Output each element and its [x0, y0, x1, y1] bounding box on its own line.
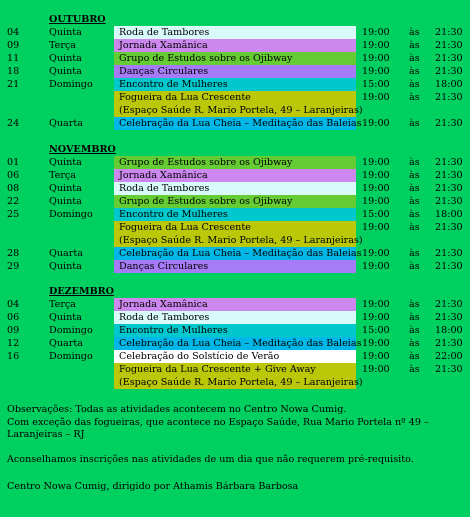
event-start-time: 15:00: [362, 79, 390, 90]
event-activity-cell: [114, 298, 356, 311]
event-day: 09: [7, 325, 20, 336]
event-row: [0, 195, 470, 208]
event-end-time: 21:30: [435, 183, 463, 194]
event-title: Fogueira da Lua Crescente: [119, 222, 251, 233]
time-connector: às: [409, 40, 420, 51]
event-day: 22: [7, 196, 20, 207]
event-end-time: 18:00: [435, 325, 463, 336]
event-start-time: 19:00: [362, 196, 390, 207]
time-connector: às: [409, 312, 420, 323]
event-row: [0, 26, 470, 39]
event-activity-cell: [114, 117, 362, 130]
event-day: 08: [7, 183, 20, 194]
event-start-time: 19:00: [362, 248, 390, 259]
event-day: 28: [7, 248, 20, 259]
event-end-time: 21:30: [435, 157, 463, 168]
event-title: Fogueira da Lua Crescente + Give Away: [119, 364, 316, 375]
event-start-time: 19:00: [362, 66, 390, 77]
event-day: 24: [7, 118, 20, 129]
event-row: [0, 221, 470, 247]
event-start-time: 19:00: [362, 222, 390, 233]
event-weekday: Domingo: [49, 209, 93, 220]
event-weekday: Quarta: [49, 118, 83, 129]
time-connector: às: [409, 53, 420, 64]
event-end-time: 18:00: [435, 79, 463, 90]
time-connector: às: [409, 183, 420, 194]
event-end-time: 21:30: [435, 40, 463, 51]
event-weekday: Domingo: [49, 351, 93, 362]
event-title: Grupo de Estudos sobre os Ojibway: [119, 157, 293, 168]
event-row: [0, 117, 470, 130]
event-title: Grupo de Estudos sobre os Ojibway: [119, 196, 293, 207]
event-end-time: 21:30: [435, 27, 463, 38]
observations-line: Observações: Todas as atividades acontecem no Centro Nowa Cumig.: [7, 404, 347, 415]
event-day: 29: [7, 261, 20, 272]
event-day: 16: [7, 351, 20, 362]
event-start-time: 15:00: [362, 209, 390, 220]
event-activity-cell: [114, 156, 356, 169]
event-start-time: 19:00: [362, 312, 390, 323]
event-title: Celebração da Lua Cheia – Meditação das Baleias: [119, 338, 362, 349]
event-activity-cell: [114, 337, 362, 350]
event-day: 21: [7, 79, 20, 90]
event-title: Jornada Xamânica: [119, 40, 208, 51]
event-activity-cell: [114, 39, 356, 52]
event-end-time: 21:30: [435, 66, 463, 77]
event-title: Encontro de Mulheres: [119, 79, 228, 90]
event-end-time: 21:30: [435, 170, 463, 181]
event-end-time: 21:30: [435, 312, 463, 323]
event-title: Celebração do Solstício de Verão: [119, 351, 280, 362]
time-connector: às: [409, 222, 420, 233]
month-header: OUTUBRO: [49, 14, 106, 25]
event-end-time: 21:30: [435, 53, 463, 64]
event-row: [0, 39, 470, 52]
event-activity-cell: [114, 195, 356, 208]
time-connector: às: [409, 261, 420, 272]
time-connector: às: [409, 118, 420, 129]
time-connector: às: [409, 351, 420, 362]
event-activity-cell: [114, 26, 356, 39]
time-connector: às: [409, 157, 420, 168]
event-start-time: 19:00: [362, 40, 390, 51]
event-activity-cell: [114, 311, 356, 324]
event-title: Encontro de Mulheres: [119, 325, 228, 336]
event-day: 04: [7, 27, 20, 38]
time-connector: às: [409, 248, 420, 259]
event-weekday: Quarta: [49, 248, 83, 259]
event-row: [0, 156, 470, 169]
event-row: [0, 363, 470, 389]
event-activity-cell: [114, 52, 356, 65]
event-end-time: 21:30: [435, 299, 463, 310]
event-day: 04: [7, 299, 20, 310]
event-venue: (Espaço Saúde R. Mario Portela, 49 – Laranjeiras): [119, 105, 363, 116]
event-start-time: 19:00: [362, 261, 390, 272]
event-row: [0, 65, 470, 78]
event-row: [0, 78, 470, 91]
event-end-time: 22:00: [435, 351, 463, 362]
event-activity-cell: [114, 182, 356, 195]
event-row: [0, 91, 470, 117]
event-title: Celebração da Lua Cheia – Meditação das Baleias: [119, 118, 362, 129]
event-weekday: Quinta: [49, 66, 82, 77]
event-end-time: 21:30: [435, 118, 463, 129]
event-row: [0, 298, 470, 311]
event-row: [0, 324, 470, 337]
time-connector: às: [409, 325, 420, 336]
event-start-time: 19:00: [362, 53, 390, 64]
event-title: Jornada Xamânica: [119, 170, 208, 181]
event-start-time: 19:00: [362, 351, 390, 362]
event-day: 06: [7, 170, 20, 181]
event-day: 06: [7, 312, 20, 323]
event-end-time: 21:30: [435, 196, 463, 207]
event-start-time: 19:00: [362, 338, 390, 349]
event-row: [0, 260, 470, 273]
event-start-time: 19:00: [362, 183, 390, 194]
event-activity-cell: [114, 78, 356, 91]
event-weekday: Quarta: [49, 338, 83, 349]
event-weekday: Terça: [49, 170, 77, 181]
event-start-time: 19:00: [362, 170, 390, 181]
event-activity-cell: [114, 91, 363, 117]
event-row: [0, 208, 470, 221]
event-title: Encontro de Mulheres: [119, 209, 228, 220]
event-weekday: Quinta: [49, 27, 82, 38]
event-weekday: Quinta: [49, 196, 82, 207]
time-connector: às: [409, 27, 420, 38]
event-row: [0, 247, 470, 260]
event-title: Danças Circulares: [119, 66, 209, 77]
event-weekday: Domingo: [49, 79, 93, 90]
event-start-time: 19:00: [362, 364, 390, 375]
event-activity-cell: [114, 208, 356, 221]
event-title: Jornada Xamânica: [119, 299, 208, 310]
event-day: 11: [7, 53, 20, 64]
event-end-time: 21:30: [435, 338, 463, 349]
event-day: 18: [7, 66, 20, 77]
time-connector: às: [409, 364, 420, 375]
event-weekday: Quinta: [49, 261, 82, 272]
event-title: Grupo de Estudos sobre os Ojibway: [119, 53, 293, 64]
advice-note: Aconselhamos inscrições nas atividades de um dia que não requerem pré-requisito.: [7, 454, 414, 465]
event-row: [0, 52, 470, 65]
event-end-time: 21:30: [435, 261, 463, 272]
event-activity-cell: [114, 260, 356, 273]
event-end-time: 18:00: [435, 209, 463, 220]
event-venue: (Espaço Saúde R. Mario Portela, 49 – Laranjeiras): [119, 377, 363, 388]
month-header: DEZEMBRO: [49, 286, 115, 297]
event-title: Danças Circulares: [119, 261, 209, 272]
exception-line: Com exceção das fogueiras, que acontece no Espaço Saúde, Rua Mario Portela nº 49 – Laranjeiras – RJ: [7, 416, 429, 440]
time-connector: às: [409, 196, 420, 207]
event-title: Fogueira da Lua Crescente: [119, 92, 251, 103]
event-weekday: Terça: [49, 40, 77, 51]
event-day: 01: [7, 157, 20, 168]
event-title: Roda de Tambores: [119, 183, 210, 194]
event-activity-cell: [114, 350, 356, 363]
event-day: 09: [7, 40, 20, 51]
event-activity-cell: [114, 363, 363, 389]
event-activity-cell: [114, 324, 356, 337]
event-title: Roda de Tambores: [119, 312, 210, 323]
event-activity-cell: [114, 169, 356, 182]
event-row: [0, 182, 470, 195]
event-activity-cell: [114, 247, 362, 260]
event-end-time: 21:30: [435, 92, 463, 103]
event-end-time: 21:30: [435, 222, 463, 233]
event-weekday: Quinta: [49, 157, 82, 168]
time-connector: às: [409, 92, 420, 103]
month-header: NOVEMBRO: [49, 144, 116, 155]
event-activity-cell: [114, 221, 363, 247]
time-connector: às: [409, 209, 420, 220]
event-start-time: 19:00: [362, 27, 390, 38]
event-start-time: 19:00: [362, 299, 390, 310]
footer-note: Centro Nowa Cumig, dirigido por Athamis Bárbara Barbosa: [7, 481, 299, 492]
event-start-time: 19:00: [362, 118, 390, 129]
event-start-time: 19:00: [362, 92, 390, 103]
event-row: [0, 169, 470, 182]
event-start-time: 19:00: [362, 157, 390, 168]
event-weekday: Quinta: [49, 183, 82, 194]
observations-note: [7, 404, 463, 442]
event-row: [0, 350, 470, 363]
event-weekday: Terça: [49, 299, 77, 310]
event-end-time: 21:30: [435, 248, 463, 259]
event-weekday: Quinta: [49, 53, 82, 64]
event-end-time: 21:30: [435, 364, 463, 375]
event-day: 25: [7, 209, 20, 220]
event-title: Celebração da Lua Cheia – Meditação das Baleias: [119, 248, 362, 259]
event-day: 12: [7, 338, 20, 349]
time-connector: às: [409, 338, 420, 349]
time-connector: às: [409, 66, 420, 77]
event-venue: (Espaço Saúde R. Mario Portela, 49 – Laranjeiras): [119, 235, 363, 246]
time-connector: às: [409, 170, 420, 181]
event-row: [0, 337, 470, 350]
time-connector: às: [409, 79, 420, 90]
event-row: [0, 311, 470, 324]
event-title: Roda de Tambores: [119, 27, 210, 38]
event-activity-cell: [114, 65, 356, 78]
event-weekday: Quinta: [49, 312, 82, 323]
event-weekday: Domingo: [49, 325, 93, 336]
event-start-time: 15:00: [362, 325, 390, 336]
time-connector: às: [409, 299, 420, 310]
